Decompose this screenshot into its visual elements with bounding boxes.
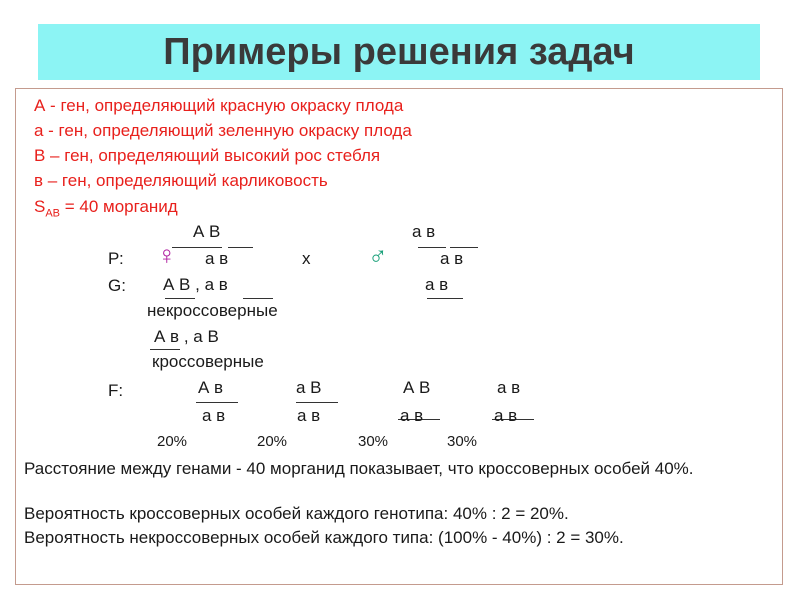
noncrossover-gametes: А В , а в bbox=[163, 275, 228, 294]
gamete-line-3 bbox=[427, 298, 463, 299]
offspring-1-top: А в bbox=[198, 378, 224, 397]
noncrossover-label: некроссоверные bbox=[147, 301, 278, 320]
female-chromosome-line-right bbox=[228, 247, 253, 248]
gene-A-definition: А - ген, определяющий красную окраску плода bbox=[34, 96, 404, 115]
offspring-2-top: а В bbox=[296, 378, 322, 397]
gametes-label: G: bbox=[108, 276, 126, 295]
title-bar bbox=[38, 24, 760, 80]
distance-value: = 40 морганид bbox=[60, 197, 178, 216]
male-genotype-top: а в bbox=[412, 222, 436, 241]
offspring-4-bottom: а в bbox=[494, 406, 518, 425]
male-chromosome-line-right bbox=[450, 247, 478, 248]
offspring-3-bottom: а в bbox=[400, 406, 424, 425]
female-symbol-icon: ♀ bbox=[157, 240, 177, 270]
female-genotype-top: А В bbox=[193, 222, 221, 241]
distance-symbol: S bbox=[34, 197, 46, 216]
male-chromosome-line-left bbox=[418, 247, 446, 248]
female-chromosome-line-left bbox=[172, 247, 222, 248]
male-gametes: а в bbox=[425, 275, 449, 294]
male-symbol-icon: ♂ bbox=[368, 240, 388, 270]
gamete-line-2 bbox=[243, 298, 273, 299]
parents-label: Р: bbox=[108, 249, 124, 268]
cross-sign: х bbox=[302, 249, 311, 268]
crossover-label: кроссоверные bbox=[152, 352, 264, 371]
offspring-1-line bbox=[196, 402, 238, 403]
offspring-1-bottom: а в bbox=[202, 406, 226, 425]
gamete-line-1 bbox=[165, 298, 195, 299]
offspring-2-bottom: а в bbox=[297, 406, 321, 425]
explanation-noncrossover: Вероятность некроссоверных особей каждого типа: (100% - 40%) : 2 = 30%. bbox=[24, 528, 624, 547]
offspring-3-percent: 30% bbox=[358, 433, 389, 450]
page-title: Примеры решения задач bbox=[163, 31, 635, 73]
crossover-gamete-line bbox=[150, 349, 180, 350]
offspring-4-top: а в bbox=[497, 378, 521, 397]
crossover-gametes: А в , а В bbox=[154, 327, 219, 346]
offspring-2-percent: 20% bbox=[257, 433, 288, 450]
offspring-4-percent: 30% bbox=[447, 433, 478, 450]
male-genotype-bottom: а в bbox=[440, 249, 464, 268]
distance-statement bbox=[34, 197, 178, 219]
explanation-distance: Расстояние между генами - 40 морганид показывает, что кроссоверных особей 40%. bbox=[24, 459, 694, 478]
gene-b-definition: в – ген, определяющий карликовость bbox=[34, 171, 328, 190]
distance-subscript: АВ bbox=[45, 207, 61, 220]
explanation-crossover: Вероятность кроссоверных особей каждого генотипа: 40% : 2 = 20%. bbox=[24, 504, 569, 523]
offspring-3-top: А В bbox=[403, 378, 431, 397]
gene-B-definition: В – ген, определяющий высокий рос стебля bbox=[34, 146, 381, 165]
offspring-2-line bbox=[296, 402, 338, 403]
gene-a-definition: а - ген, определяющий зеленную окраску плода bbox=[34, 121, 412, 140]
offspring-1-percent: 20% bbox=[157, 433, 188, 450]
offspring-label: F: bbox=[108, 381, 124, 400]
female-genotype-bottom: а в bbox=[205, 249, 229, 268]
